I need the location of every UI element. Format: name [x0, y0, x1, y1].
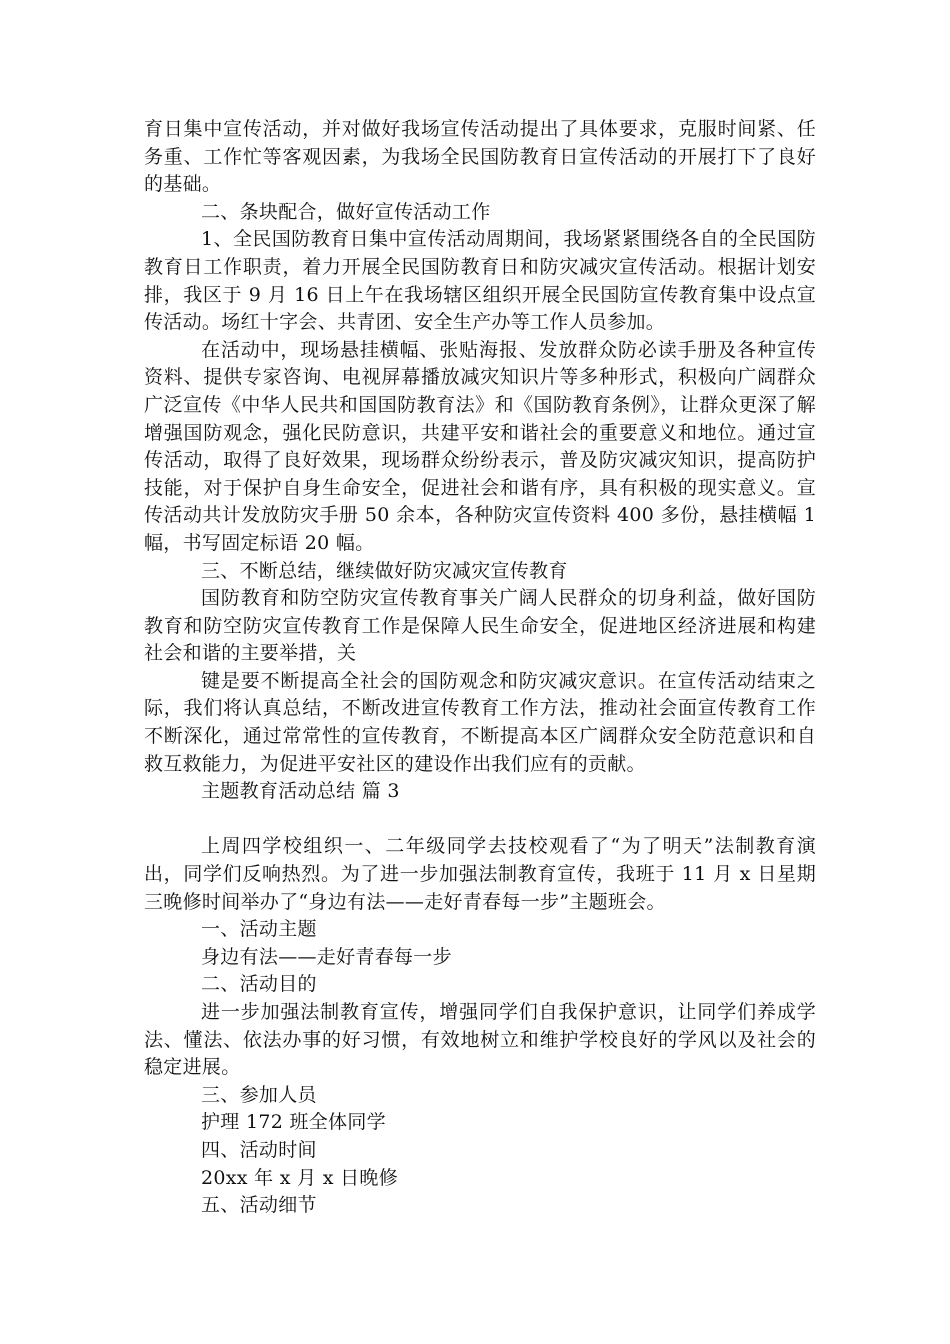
heading-participants: 三、参加人员: [201, 1083, 317, 1106]
paragraph-1: 育日集中宣传活动，并对做好我场宣传活动提出了具体要求，克服时间紧、任务重、工作忙等客观因素，为我场全民国防教育日宣传活动的开展打下了良好的基础。: [144, 118, 816, 196]
participants-value: 护理 172 班全体同学: [201, 1111, 386, 1134]
document-body: [144, 116, 816, 1220]
heading-activity-details: 五、活动细节: [201, 1194, 317, 1217]
heading-section-3: 三、不断总结，继续做好防灾减灾宣传教育: [201, 559, 568, 582]
paragraph-3: 1、全民国防教育日集中宣传活动周期间，我场紧紧围绕各自的全民国防教育日工作职责，着力开展全民国防教育日和防灾减灾宣传活动。根据计划安排，我区于 9 月 16 日上午在我场辖区组织开展全民国防宣传教育集中设点宣传活动。场红十字会、共青团、安全生产办等工作人员参加。: [144, 228, 816, 334]
activity-time-value: 20xx 年 x 月 x 日晚修: [201, 1166, 399, 1189]
blank-line: [144, 806, 816, 834]
paragraph-4: 在活动中，现场悬挂横幅、张贴海报、发放群众防必读手册及各种宣传资料、提供专家咨询、电视屏幕播放减灾知识片等多种形式，积极向广阔群众广泛宣传《中华人民共和国国防教育法》和《国防教育条例》，让群众更深了解增强国防观念，强化民防意识，共建平安和谐社会的重要意义和地位。通过宣传活动，取得了良好效果，现场群众纷纷表示，普及防灾减灾知识，提高防护技能，对于保护自身生命安全，促进社会和谐有序，具有积极的现实意义。宣传活动共计发放防灾手册 50 余本，各种防灾宣传资料 400 多份，悬挂横幅 1 幅，书写固定标语 20 幅。: [144, 338, 816, 554]
heading-section-2: 二、条块配合，做好宣传活动工作: [201, 200, 491, 223]
heading-activity-theme: 一、活动主题: [201, 918, 317, 941]
paragraph-10: 上周四学校组织一、二年级同学去技校观看了“为了明天”法制教育演出，同学们反响热烈。为了进一步加强法制教育宣传，我班于 11 月 x 日星期三晚修时间举办了“身边有法——走好青春每一步”主题班会。: [144, 835, 816, 913]
activity-purpose-value: 进一步加强法制教育宣传，增强同学们自我保护意识，让同学们养成学法、懂法、依法办事的好习惯，有效地树立和维护学校良好的学风以及社会的稳定进展。: [144, 1001, 816, 1079]
heading-activity-time: 四、活动时间: [201, 1138, 317, 1161]
activity-theme-value: 身边有法——走好青春每一步: [201, 945, 452, 968]
article-title-part-3: 主题教育活动总结 篇 3: [201, 780, 400, 803]
heading-activity-purpose: 二、活动目的: [201, 973, 317, 996]
paragraph-7: 键是要不断提高全社会的国防观念和防灾减灾意识。在宣传活动结束之际，我们将认真总结，不断改进宣传教育工作方法，推动社会面宣传教育工作不断深化，通过常常性的宣传教育，不断提高本区广阔群众安全防范意识和自救互救能力，为促进平安社区的建设作出我们应有的贡献。: [144, 669, 816, 775]
paragraph-6: 国防教育和防空防灾宣传教育事关广阔人民群众的切身利益，做好国防教育和防空防灾宣传教育工作是保障人民生命安全，促进地区经济进展和构建社会和谐的主要举措，关: [144, 587, 816, 665]
